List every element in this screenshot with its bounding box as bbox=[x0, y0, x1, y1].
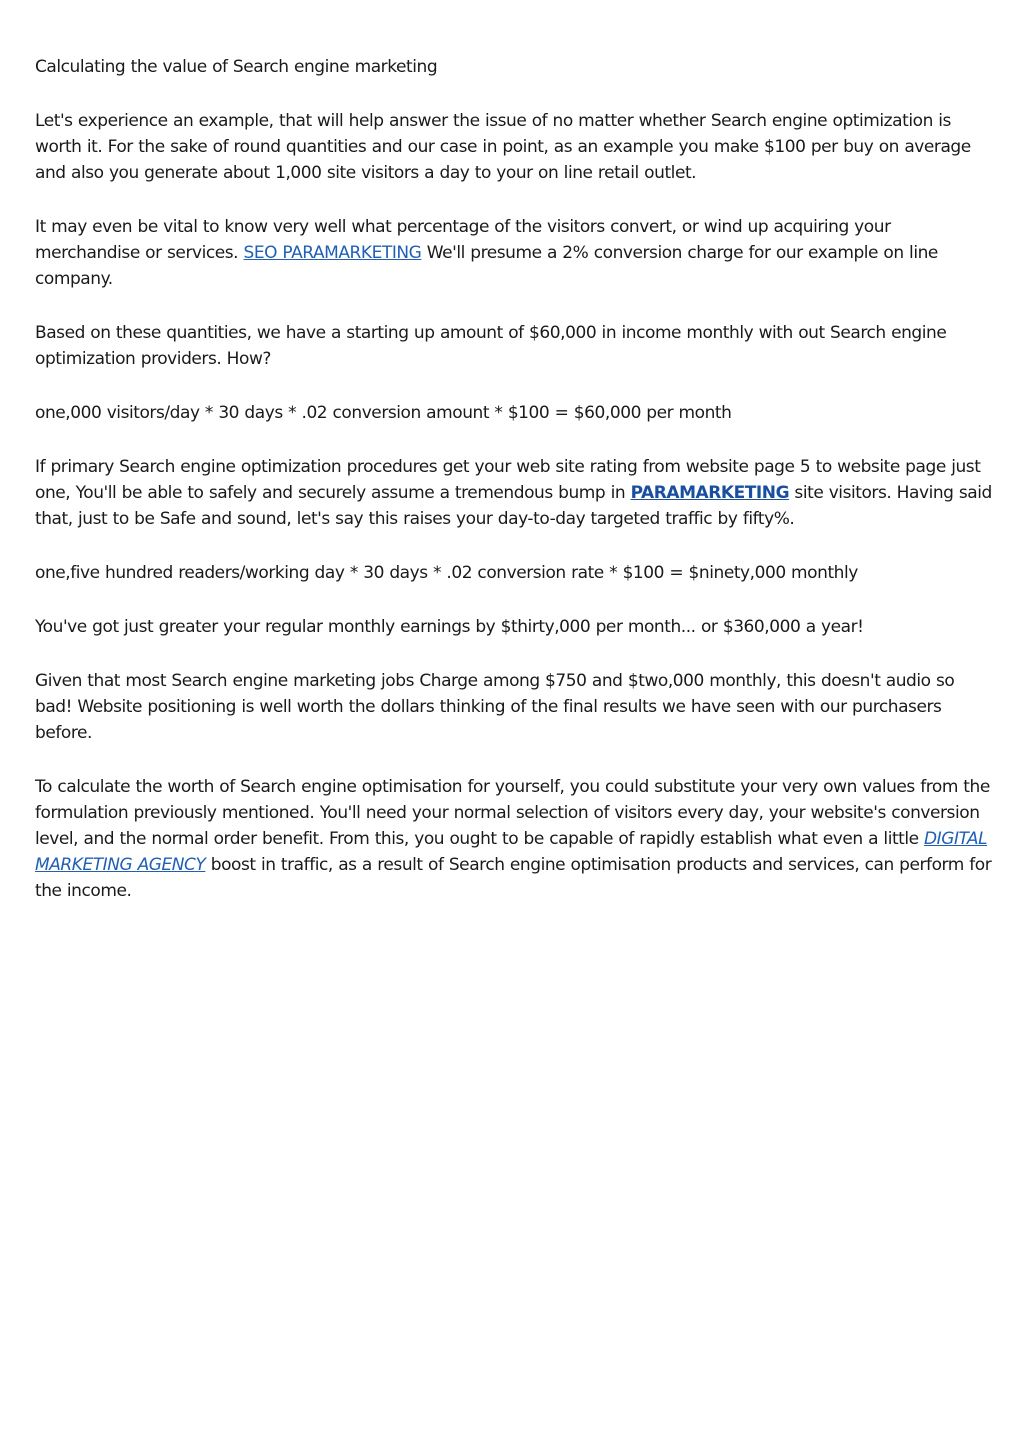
paragraph-calculate bbox=[35, 774, 995, 904]
formula-baseline: one,000 visitors/day * 30 days * .02 conversion amount * $100 = $60,000 per month bbox=[35, 403, 732, 423]
document-title: Calculating the value of Search engine marketing bbox=[35, 57, 438, 77]
paragraph-text: site visitors. Having said that, just to be Safe and sound, let's say this raises your day-to-day targeted traffic by fifty%. bbox=[35, 483, 992, 529]
document-body bbox=[35, 54, 995, 932]
paragraph-example: Let's experience an example, that will help answer the issue of no matter whether Search engine optimization is worth it. For the sake of round quantities and our case in point, as an example you make $100 per buy on average and also you generate about 1,000 site visitors a day to your on line retail outlet. bbox=[35, 111, 971, 183]
paragraph-text: It may even be vital to know very well what percentage of the visitors convert, or wind up acquiring your merchandise or services. bbox=[35, 217, 891, 263]
paragraph-ranking bbox=[35, 454, 995, 532]
formula-improved: one,five hundred readers/working day * 30 days * .02 conversion rate * $100 = $ninety,000 monthly bbox=[35, 563, 858, 583]
paragraph-conversion bbox=[35, 214, 995, 292]
paramarketing-link[interactable]: PARAMARKETING bbox=[630, 483, 790, 503]
paragraph-cost: Given that most Search engine marketing jobs Charge among $750 and $two,000 monthly, this doesn't audio so bad! Website positioning is well worth the dollars thinking of the final results we have seen with our purchasers before. bbox=[35, 671, 955, 743]
paragraph-starting-amount: Based on these quantities, we have a starting up amount of $60,000 in income monthly with out Search engine optimization providers. How? bbox=[35, 323, 947, 369]
paragraph-text: We'll presume a 2% conversion charge for our example on line company. bbox=[35, 243, 938, 289]
paragraph-earnings: You've got just greater your regular monthly earnings by $thirty,000 per month... or $360,000 a year! bbox=[35, 617, 864, 637]
paragraph-text: boost in traffic, as a result of Search engine optimisation products and services, can perform for the income. bbox=[35, 855, 992, 901]
digital-marketing-agency-link[interactable]: DIGITAL MARKETING AGENCY bbox=[35, 829, 988, 875]
paragraph-text: To calculate the worth of Search engine optimisation for yourself, you could substitute your very own values from the formulation previously mentioned. You'll need your normal selection of visitors every day, your website's conversion level, and the normal order benefit. From this, you ought to be capable of rapidly establish what even a little bbox=[35, 777, 990, 849]
seo-paramarketing-link[interactable]: SEO PARAMARKETING bbox=[243, 243, 422, 263]
paragraph-text: If primary Search engine optimization procedures get your web site rating from website page 5 to website page just one, You'll be able to safely and securely assume a tremendous bump in bbox=[35, 457, 981, 503]
